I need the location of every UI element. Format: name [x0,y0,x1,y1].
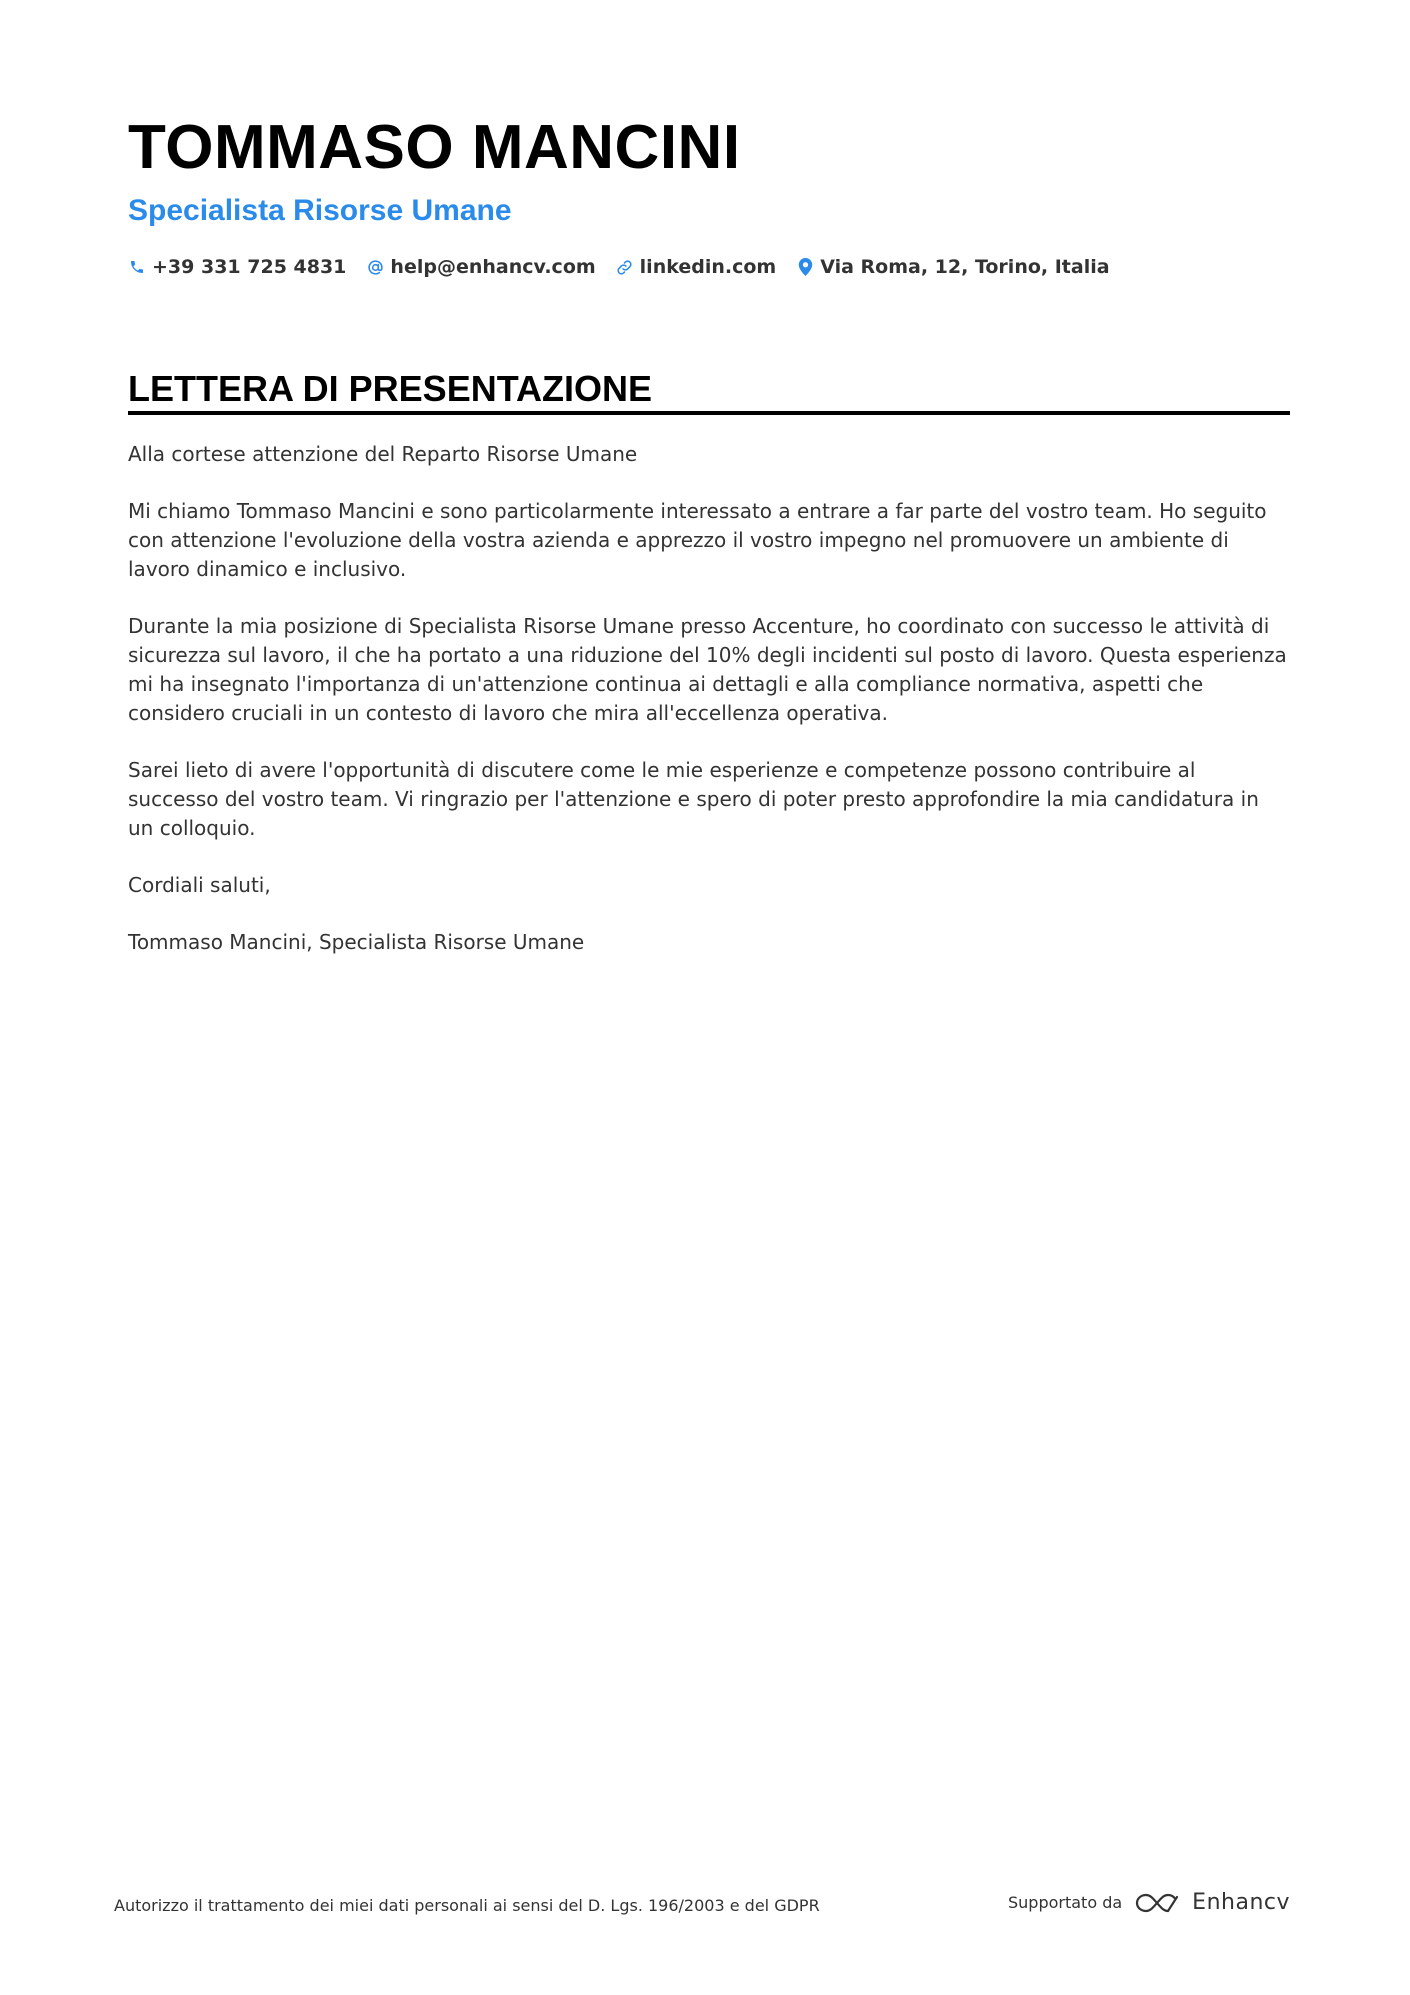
signature: Tommaso Mancini, Specialista Risorse Umane [128,930,585,954]
address-text: Via Roma, 12, Torino, Italia [820,256,1110,278]
paragraph-intro: Mi chiamo Tommaso Mancini e sono particolarmente interessato a entrare a far parte del vostro team. Ho seguito con attenzione l'evoluzione della vostra azienda e apprezzo il vostro impegno nel promuovere un ambiente di lavoro dinamico e inclusivo. [128,499,1267,581]
at-icon [366,258,384,276]
location-pin-icon [796,258,814,276]
candidate-name: TOMMASO MANCINI [128,113,741,182]
powered-by [1008,1890,1290,1915]
powered-by-label: Supportato da [1008,1893,1123,1912]
contact-linkedin[interactable] [616,256,777,278]
job-title: Specialista Risorse Umane [128,194,512,227]
link-icon [616,258,634,276]
sign-off: Cordiali saluti, [128,873,271,897]
phone-text: +39 331 725 4831 [152,256,347,278]
contact-address [796,256,1109,278]
contact-email[interactable] [366,256,595,278]
linkedin-text[interactable]: linkedin.com [639,256,777,278]
contact-phone [128,256,346,278]
paragraph-closing: Sarei lieto di avere l'opportunità di discutere come le mie esperienze e competenze possono contribuire al successo del vostro team. Vi ringrazio per l'attenzione e spero di poter presto approfondire la mia candidatura in un colloquio. [128,758,1259,840]
letter-body [128,440,1290,985]
enhancv-logo-icon [1134,1891,1180,1915]
phone-icon [128,258,146,276]
section-title: LETTERA DI PRESENTAZIONE [128,368,653,409]
privacy-consent: Autorizzo il trattamento dei miei dati personali ai sensi del D. Lgs. 196/2003 e del GDPR [114,1896,820,1915]
email-text[interactable]: help@enhancv.com [390,256,596,278]
brand-name: Enhancv [1192,1890,1290,1915]
salutation: Alla cortese attenzione del Reparto Risorse Umane [128,442,638,466]
section-divider [128,411,1290,415]
paragraph-experience: Durante la mia posizione di Specialista Risorse Umane presso Accenture, ho coordinato con successo le attività di sicurezza sul lavoro, il che ha portato a una riduzione del 10% degli incidenti sul posto di lavoro. Questa esperienza mi ha insegnato l'importanza di un'attenzione continua ai dettagli e alla compliance normativa, aspetti che considero cruciali in un contesto di lavoro che mira all'eccellenza operativa. [128,614,1287,725]
contact-info [128,252,1130,282]
